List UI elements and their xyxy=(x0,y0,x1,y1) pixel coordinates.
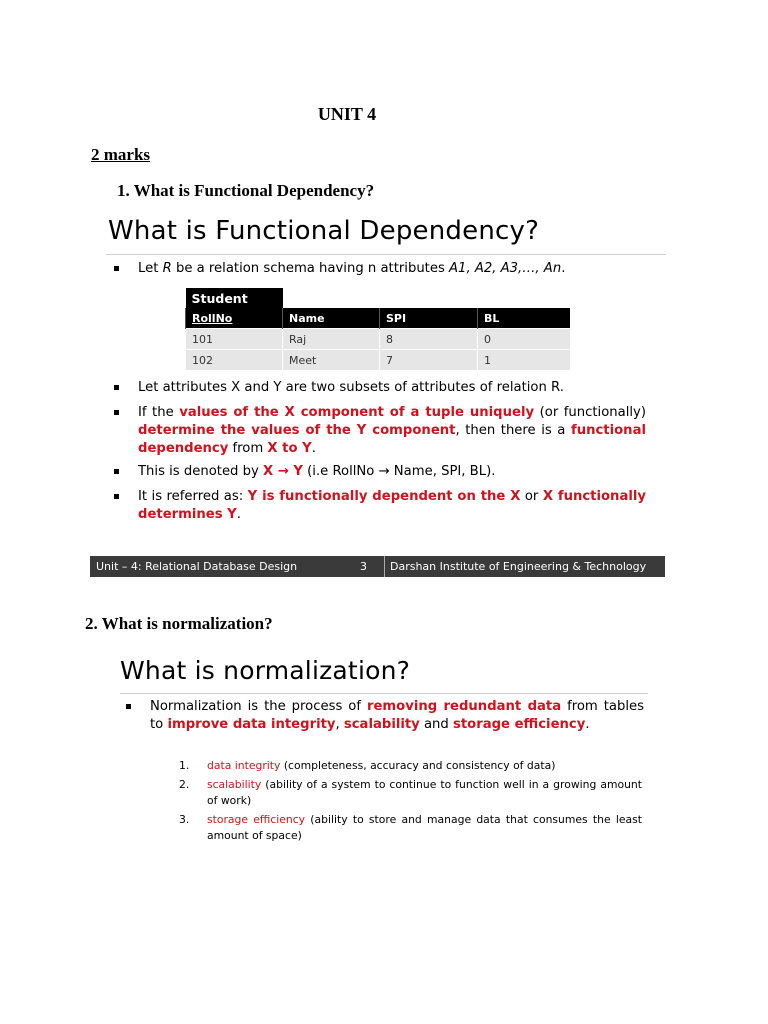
cell-bl: 0 xyxy=(478,329,571,350)
bullet-1: Normalization is the process of removing redundant data from tables to improve data integrity, scalability and storage efficiency. xyxy=(126,698,644,734)
cell-name: Meet xyxy=(283,350,380,371)
cell-bl: 1 xyxy=(478,350,571,371)
question-1-heading: 1. What is Functional Dependency? xyxy=(117,181,375,200)
cell-rollno: 101 xyxy=(186,329,283,350)
list-item: 1. data integrity (completeness, accuracy and consistency of data) xyxy=(179,759,556,772)
slide-title: What is Functional Dependency? xyxy=(108,216,540,246)
table-row xyxy=(186,329,571,350)
bullet-3: If the values of the X component of a tuple uniquely (or functionally) determine the values of the Y component, then there is a functional dependency from X to Y. xyxy=(114,404,646,458)
functional-dependency-slide xyxy=(106,208,666,580)
slide-title-divider xyxy=(106,254,666,255)
bullet-1: Let R be a relation schema having n attributes A1, A2, A3,…, An. xyxy=(114,260,662,278)
question-2-heading: 2. What is normalization? xyxy=(85,614,273,633)
slide-title-divider xyxy=(120,693,648,694)
student-table xyxy=(185,288,571,371)
list-item: 2. scalability (ability of a system to continue to function well in a growing amount of work) xyxy=(179,778,642,807)
bullet-square-icon xyxy=(114,410,119,415)
table-caption: Student xyxy=(186,288,283,308)
bullet-square-icon xyxy=(114,385,119,390)
bullet-square-icon xyxy=(114,494,119,499)
footer-unit-label: Unit – 4: Relational Database Design xyxy=(96,560,298,573)
slide-footer-bar xyxy=(90,556,665,577)
column-header-bl: BL xyxy=(478,308,571,329)
footer-institute-label: Darshan Institute of Engineering & Technology xyxy=(390,560,647,573)
slide-title: What is normalization? xyxy=(120,656,411,685)
cell-spi: 8 xyxy=(380,329,478,350)
bullet-4: This is denoted by X → Y (i.e RollNo → Name, SPI, BL). xyxy=(114,463,662,481)
list-item: 3. storage efficiency (ability to store and manage data that consumes the least amount of space) xyxy=(179,813,642,842)
unit-title: UNIT 4 xyxy=(317,104,377,124)
column-header-spi: SPI xyxy=(380,308,478,329)
normalization-slide xyxy=(120,652,650,852)
table-row xyxy=(186,350,571,371)
column-header-rollno: RollNo xyxy=(186,308,283,329)
bullet-square-icon xyxy=(126,704,131,709)
marks-heading: 2 marks xyxy=(91,145,151,164)
footer-page-number: 3 xyxy=(360,560,367,573)
bullet-square-icon xyxy=(114,469,119,474)
cell-rollno: 102 xyxy=(186,350,283,371)
cell-spi: 7 xyxy=(380,350,478,371)
cell-name: Raj xyxy=(283,329,380,350)
bullet-square-icon xyxy=(114,266,119,271)
bullet-2: Let attributes X and Y are two subsets of attributes of relation R. xyxy=(114,379,662,397)
table-caption-row xyxy=(186,288,571,308)
column-header-name: Name xyxy=(283,308,380,329)
footer-divider xyxy=(384,556,385,577)
bullet-5: It is referred as: Y is functionally dependent on the X or X functionally determines Y. xyxy=(114,488,646,524)
table-header-row xyxy=(186,308,571,329)
